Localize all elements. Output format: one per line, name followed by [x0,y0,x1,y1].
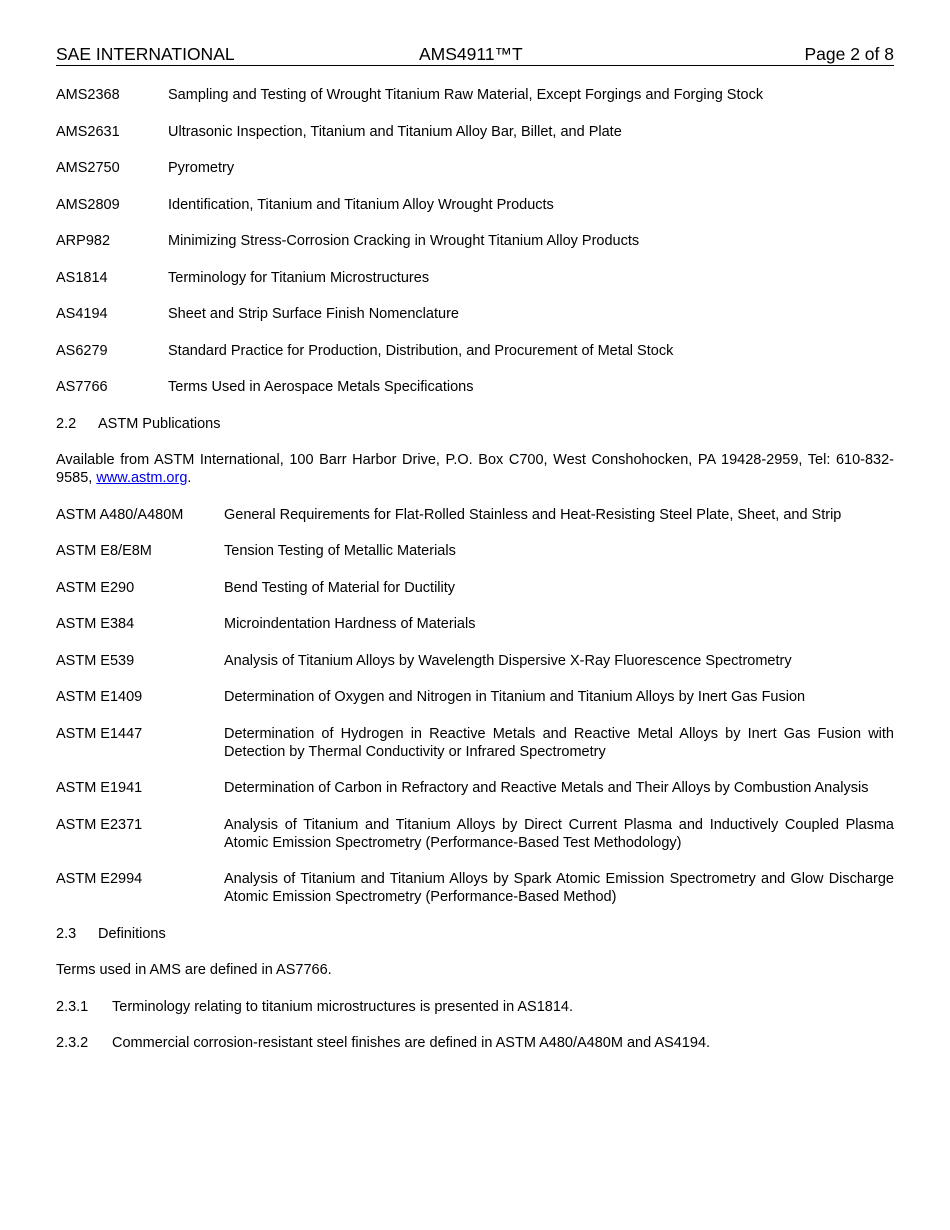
reference-title: Microindentation Hardness of Materials [224,616,476,632]
reference-title: Tension Testing of Metallic Materials [224,543,456,559]
reference-title: Ultrasonic Inspection, Titanium and Titanium Alloy Bar, Billet, and Plate [168,123,622,140]
reference-item [56,232,894,250]
reference-code: ARP982 [56,233,111,249]
page-header [56,44,894,66]
reference-code: AMS2750 [56,160,120,176]
reference-item [56,159,894,177]
subsection-number: 2.3.1 [56,998,89,1015]
reference-item [56,378,894,396]
reference-item [56,196,894,214]
reference-code: AS7766 [56,379,108,395]
reference-title: Determination of Hydrogen in Reactive Metals and Reactive Metal Alloys by Inert Gas Fusion with Detection by Thermal Conductivity or Infrared Spectrometry [224,725,894,760]
reference-item [56,615,894,633]
section-title: ASTM Publications [98,415,221,432]
reference-code: AMS2368 [56,87,120,103]
reference-item [56,579,894,597]
reference-code: ASTM E8/E8M [56,543,152,559]
reference-code: ASTM E1941 [56,780,143,796]
reference-code: ASTM E1447 [56,725,143,742]
reference-title: Pyrometry [168,160,235,176]
reference-title: Standard Practice for Production, Distribution, and Procurement of Metal Stock [168,342,674,359]
availability-text: Available from ASTM International, 100 Barr Harbor Drive, P.O. Box C700, West Conshohocken, PA 19428-2959, Tel: 610-832-9585, [56,452,894,486]
availability-suffix: . [187,470,192,486]
subsection-number: 2.3.2 [56,1035,89,1051]
reference-title: Identification, Titanium and Titanium Alloy Wrought Products [168,196,554,213]
definition-text: Terminology relating to titanium microstructures is presented in AS1814. [112,998,573,1015]
astm-website-link[interactable]: www.astm.org [96,470,188,486]
reference-item [56,542,894,560]
reference-code: ASTM A480/A480M [56,506,184,523]
reference-title: Analysis of Titanium and Titanium Alloys by Direct Current Plasma and Inductively Coupled Plasma Atomic Emission Spectrometry (Performance-Based Test Methodology) [224,816,894,851]
reference-code: ASTM E290 [56,579,135,596]
astm-availability-paragraph [56,451,894,487]
reference-title: Sheet and Strip Surface Finish Nomenclature [168,306,459,322]
header-page-number: Page 2 of 8 [804,44,894,64]
reference-code: ASTM E2371 [56,816,143,833]
definitions-intro: Terms used in AMS are defined in AS7766. [56,962,332,978]
reference-item [56,725,894,761]
reference-title: Determination of Oxygen and Nitrogen in Titanium and Titanium Alloys by Inert Gas Fusion [224,689,806,705]
reference-item [56,86,894,104]
reference-title: General Requirements for Flat-Rolled Stainless and Heat-Resisting Steel Plate, Sheet, and Strip [224,506,842,523]
reference-code: AMS2809 [56,196,120,213]
reference-code: ASTM E384 [56,616,135,632]
reference-item [56,816,894,852]
header-publisher: SAE INTERNATIONAL [56,44,235,64]
reference-code: AMS2631 [56,123,120,140]
reference-item [56,506,894,524]
reference-code: ASTM E1409 [56,689,143,705]
reference-title: Determination of Carbon in Refractory and Reactive Metals and Their Alloys by Combustion Analysis [224,780,869,796]
reference-item [56,305,894,323]
reference-title: Minimizing Stress-Corrosion Cracking in Wrought Titanium Alloy Products [168,233,640,249]
reference-item [56,779,894,797]
reference-item [56,688,894,706]
reference-title: Terminology for Titanium Microstructures [168,269,430,286]
definition-text: Commercial corrosion-resistant steel finishes are defined in ASTM A480/A480M and AS4194. [112,1035,711,1051]
reference-code: AS1814 [56,269,108,286]
reference-item [56,342,894,360]
reference-item [56,123,894,141]
header-doc-id: AMS4911™T [419,44,523,64]
reference-title: Terms Used in Aerospace Metals Specifications [168,379,474,395]
reference-item [56,652,894,670]
section-number: 2.3 [56,925,77,942]
reference-code: AS6279 [56,342,108,359]
reference-item [56,269,894,287]
reference-title: Bend Testing of Material for Ductility [224,579,456,596]
section-heading-astm [56,415,894,433]
section-title: Definitions [98,925,166,942]
document-body [56,86,894,1052]
reference-code: ASTM E2994 [56,871,143,887]
reference-title: Analysis of Titanium Alloys by Wavelength Dispersive X-Ray Fluorescence Spectrometry [224,652,792,669]
reference-item [56,870,894,906]
definition-item [56,998,894,1016]
reference-title: Sampling and Testing of Wrought Titanium Raw Material, Except Forgings and Forging Stock [168,87,764,103]
reference-code: AS4194 [56,306,108,322]
document-page [56,44,894,1052]
definition-item [56,1034,894,1052]
section-heading-definitions [56,925,894,943]
section-number: 2.2 [56,415,77,432]
reference-title: Analysis of Titanium and Titanium Alloys by Spark Atomic Emission Spectrometry and Glow Discharge Atomic Emission Spectrometry (Performance-Based Method) [224,871,894,905]
reference-code: ASTM E539 [56,652,135,669]
